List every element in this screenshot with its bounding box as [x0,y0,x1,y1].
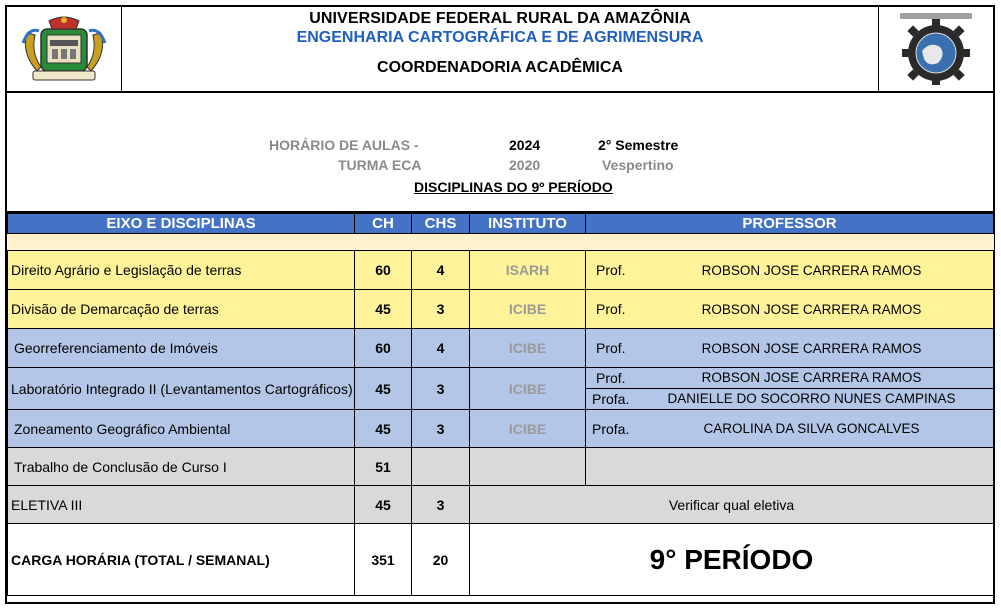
discipline-name: Trabalho de Conclusão de Curso I [8,448,355,486]
table-row [8,329,994,368]
chs-value: 4 [412,329,470,368]
ch-value: 51 [355,448,412,486]
schedule-year: 2024 [509,137,541,153]
crest-icon [19,13,109,85]
institute-value: ISARH [470,251,586,290]
professor-cell [586,290,994,329]
professor-cell [586,251,994,290]
professor-title: Prof. [596,262,626,278]
total-ch: 351 [355,524,412,596]
schedule-info [7,93,993,213]
chs-value: 4 [412,251,470,290]
table-row [8,368,994,410]
table-row [8,251,994,290]
spacer-row [8,234,994,251]
table-row [8,410,994,448]
professor-title: Profa. [592,420,630,437]
professor-name: CAROLINA DA SILVA GONCALVES [703,421,920,436]
schedule-sheet [5,5,995,604]
table-row [8,290,994,329]
col-header-ch: CH [355,214,412,234]
period-subtitle: DISCIPLINAS DO 9º PERÍODO [414,179,613,195]
institute-value [470,448,586,486]
professor-cell [586,410,994,448]
course-gear-globe-logo [878,7,993,91]
discipline-name: Divisão de Demarcação de terras [8,290,355,329]
ch-value: 60 [355,329,412,368]
col-header-disciplines: EIXO E DISCIPLINAS [8,214,355,234]
gear-globe-icon [896,11,976,87]
professor-cell [586,329,994,368]
header [7,7,993,93]
chs-value: 3 [412,368,470,410]
chs-value [412,448,470,486]
course-name: ENGENHARIA CARTOGRÁFICA E DE AGRIMENSURA [296,29,704,46]
col-header-professor: PROFESSOR [586,214,994,234]
professor-cell [586,368,994,410]
table-row [8,448,994,486]
professor-name: ROBSON JOSE CARRERA RAMOS [701,340,922,356]
chs-value: 3 [412,486,470,524]
institute-value: ICIBE [470,329,586,368]
discipline-name: Georreferenciamento de Imóveis [8,329,355,368]
ch-value: 45 [355,486,412,524]
disciplines-table [7,213,994,596]
class-year: 2020 [509,157,541,173]
semester: 2° Semestre [598,137,679,153]
ch-value: 45 [355,290,412,329]
period-label: 9° PERÍODO [470,524,994,596]
university-name: UNIVERSIDADE FEDERAL RURAL DA AMAZÔNIA [309,10,691,27]
col-header-institute: INSTITUTO [470,214,586,234]
institute-value: ICIBE [470,290,586,329]
professor-title: Prof. [596,340,626,356]
schedule-label: HORÁRIO DE AULAS - [269,137,419,153]
shift: Vespertino [602,157,674,173]
department-name: COORDENADORIA ACADÊMICA [377,59,623,76]
col-header-chs: CHS [412,214,470,234]
chs-value: 3 [412,410,470,448]
professor-title: Prof. [596,369,626,386]
professor-name: ROBSON JOSE CARRERA RAMOS [701,262,922,278]
professor-title: Prof. [596,301,626,317]
ch-value: 60 [355,251,412,290]
professor-name: ROBSON JOSE CARRERA RAMOS [701,370,922,386]
discipline-name: ELETIVA III [8,486,355,524]
total-label: CARGA HORÁRIA (TOTAL / SEMANAL) [8,524,355,596]
table-header-row [8,214,994,234]
professor-name: DANIELLE DO SOCORRO NUNES CAMPINAS [667,391,956,407]
institute-value: ICIBE [470,410,586,448]
professor-name: ROBSON JOSE CARRERA RAMOS [701,301,922,317]
discipline-name: Direito Agrário e Legislação de terras [8,251,355,290]
class-label: TURMA ECA [338,157,422,173]
institute-value: ICIBE [470,368,586,410]
chs-value: 3 [412,290,470,329]
total-row [8,524,994,596]
professor-cell [586,448,994,486]
ch-value: 45 [355,368,412,410]
total-chs: 20 [412,524,470,596]
discipline-name: Zoneamento Geográfico Ambiental [8,410,355,448]
discipline-name: Laboratório Integrado II (Levantamentos Cartográficos) [8,368,355,410]
university-crest-logo [7,7,122,91]
elective-note: Verificar qual eletiva [470,486,994,524]
ch-value: 45 [355,410,412,448]
professor-title: Profa. [592,390,630,407]
table-row [8,486,994,524]
